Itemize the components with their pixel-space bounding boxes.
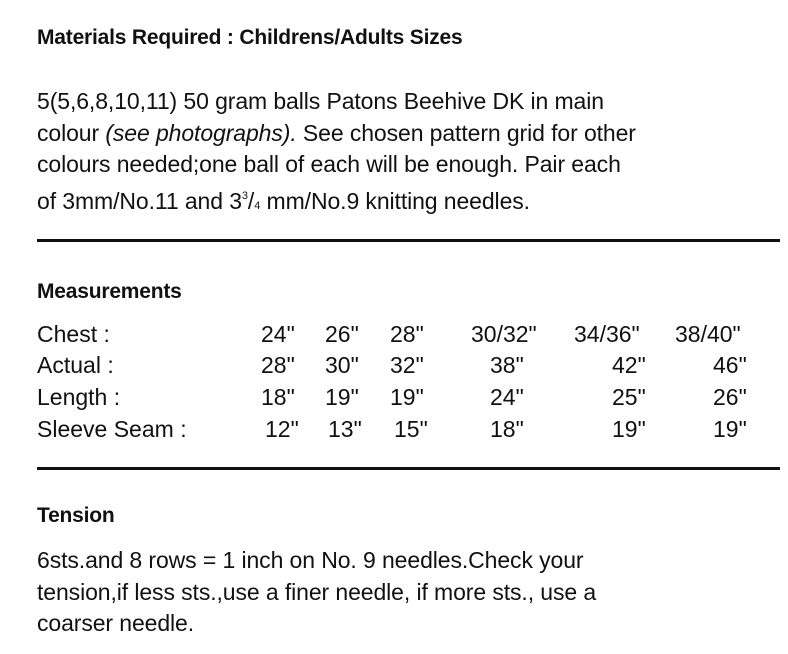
size-value: 12"	[265, 416, 299, 442]
materials-line-2-end: See chosen pattern grid for other	[296, 119, 636, 146]
fraction-numerator: 3	[241, 189, 248, 202]
row-label: Length :	[37, 384, 121, 410]
size-value: 34/36"	[574, 321, 640, 347]
size-value: 19"	[713, 416, 747, 442]
tension-paragraph	[37, 545, 777, 640]
size-value: 18"	[490, 416, 524, 442]
materials-heading: Materials Required : Childrens/Adults Sizes	[37, 26, 463, 49]
row-label: Sleeve Seam :	[37, 416, 187, 442]
materials-line-4-start: of 3mm/No.11 and 3	[37, 187, 242, 214]
size-value: 24"	[490, 384, 524, 410]
size-value: 28"	[390, 321, 424, 347]
size-value: 30"	[325, 352, 359, 378]
size-value: 19"	[612, 416, 646, 442]
size-value: 30/32"	[471, 321, 537, 347]
fraction-separator: /	[247, 187, 255, 214]
tension-line-1: 6sts.and 8 rows = 1 inch on No. 9 needles.Check your	[37, 547, 584, 573]
size-value: 26"	[713, 384, 747, 410]
size-value: 38/40"	[675, 321, 741, 347]
size-value: 13"	[328, 416, 362, 442]
tension-line-3: coarser needle.	[37, 610, 195, 636]
measurement-row-actual	[37, 349, 777, 381]
measurement-row-length	[37, 381, 777, 413]
size-value: 32"	[390, 352, 424, 378]
size-value: 24"	[261, 321, 295, 347]
tension-line-2: tension,if less sts.,use a finer needle, if more sts., use a	[37, 578, 597, 605]
size-value: 18"	[261, 384, 295, 410]
size-value: 15"	[394, 416, 428, 442]
size-value: 19"	[390, 384, 424, 410]
size-value: 28"	[261, 352, 295, 378]
materials-line-2-start: colour	[37, 119, 106, 146]
section-divider	[37, 467, 780, 470]
fraction-denominator: 4	[254, 199, 261, 212]
materials-line-3: colours needed;one ball of each will be enough. Pair each	[37, 151, 621, 177]
row-label: Chest :	[37, 321, 110, 347]
materials-line-4-end: mm/No.9 knitting needles.	[260, 187, 530, 214]
size-value: 26"	[325, 321, 359, 347]
materials-line-1: 5(5,6,8,10,11) 50 gram balls Patons Beehive DK in main	[37, 88, 604, 114]
materials-line-4	[37, 181, 777, 223]
section-divider	[37, 239, 780, 242]
tension-heading: Tension	[37, 504, 115, 527]
measurements-heading: Measurements	[37, 280, 182, 303]
materials-line-2	[37, 118, 777, 150]
size-value: 38"	[490, 352, 524, 378]
row-label: Actual :	[37, 352, 114, 378]
materials-paragraph	[37, 86, 777, 222]
size-value: 25"	[612, 384, 646, 410]
size-value: 19"	[325, 384, 359, 410]
size-value: 46"	[713, 352, 747, 378]
materials-line-2-italic: (see photographs).	[105, 119, 297, 146]
measurement-row-sleeve-seam	[37, 413, 777, 445]
measurement-row-chest	[37, 318, 777, 350]
size-value: 42"	[612, 352, 646, 378]
